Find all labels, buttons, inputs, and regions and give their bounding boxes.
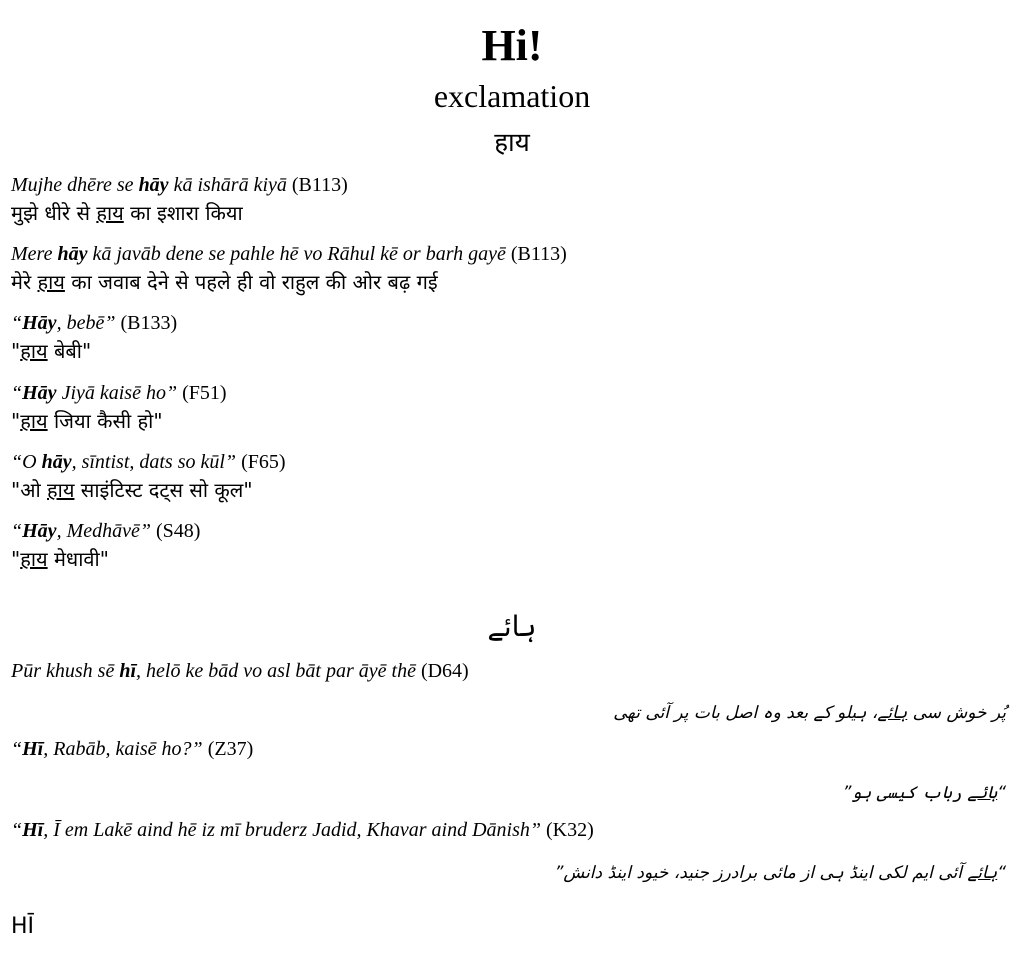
urdu-example-transliteration: “Hī, Rabāb, kaisē ho?” (Z37) [11, 738, 254, 760]
hindi-example-transliteration: Mere hāy kā javāb dene se pahle hē vo Rāhul kē or barh gayē (B113) [11, 243, 567, 265]
urdu-example-text: پُر خوش سی ہائے، ہیلو کے بعد وہ اصل بات پر آئی تھی [613, 703, 1006, 723]
part-of-speech: exclamation [433, 78, 591, 114]
urdu-example-transliteration: “Hī, Ī em Lakē aind hē iz mī bruderz Jadid, Khavar aind Dānish” (K32) [11, 819, 594, 841]
hindi-example-text: मुझे धीरे से हाय का इशारा किया [11, 201, 243, 225]
headword: Hi! [481, 21, 543, 70]
hindi-example-text: "हाय मेधावी" [11, 547, 109, 571]
hindi-example-transliteration: “Hāy, bebē” (B133) [11, 312, 178, 334]
urdu-example-text: “ہائے آئی ایم لکی اینڈ ہی از مائی برادرز جنید، خیود اینڈ دانش” [554, 863, 1006, 883]
urdu-headword: ہائے [487, 610, 537, 643]
footer-word: HĪ [11, 914, 35, 939]
hindi-headword: हाय [494, 128, 530, 158]
hindi-example-text: मेरे हाय का जवाब देने से पहले ही वो राहुल की ओर बढ़ गई [11, 270, 438, 294]
hindi-example-transliteration: “Hāy, Medhāvē” (S48) [11, 520, 201, 542]
hindi-example-transliteration: “Hāy Jiyā kaisē ho” (F51) [11, 382, 227, 404]
hindi-example-text: "हाय बेबी" [11, 339, 92, 363]
hindi-example-transliteration: “O hāy, sīntist, dats so kūl” (F65) [11, 451, 286, 473]
hindi-example-transliteration: Mujhe dhēre se hāy kā ishārā kiyā (B113) [11, 174, 348, 196]
hindi-example-text: "हाय जिया कैसी हो" [11, 409, 163, 433]
hindi-example-text: "ओ हाय साइंटिस्ट दट्स सो कूल" [11, 478, 253, 502]
urdu-example-text: “ہائے رباب کیسی ہو” [842, 783, 1006, 803]
urdu-example-transliteration: Pūr khush sē hī, helō ke bād vo asl bāt par āyē thē (D64) [11, 660, 469, 682]
